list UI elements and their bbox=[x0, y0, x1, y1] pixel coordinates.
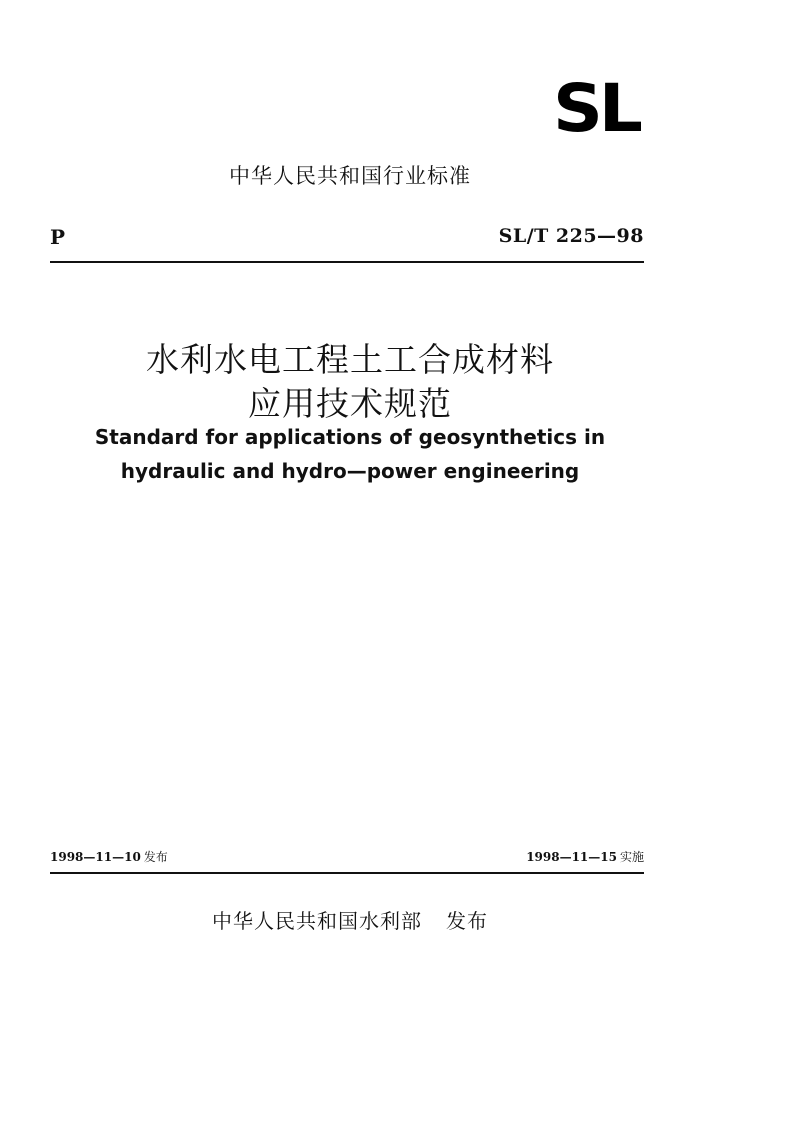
publish-label: 发布 bbox=[446, 909, 488, 933]
standard-category: 中华人民共和国行业标准 bbox=[229, 164, 471, 188]
implement-date-label: 实施 bbox=[619, 850, 644, 864]
top-divider bbox=[50, 261, 644, 263]
sl-logo: SL bbox=[553, 70, 639, 147]
title-cn-line1: 水利水电工程土工合成材料 bbox=[146, 340, 554, 379]
classification-letter: P bbox=[50, 225, 66, 249]
standard-number: SL/T 225—98 bbox=[498, 225, 644, 247]
implement-date bbox=[526, 848, 644, 865]
publisher-line bbox=[0, 905, 700, 934]
title-en-line1: Standard for applications of geosynthetics in bbox=[94, 425, 606, 449]
issue-date-value: 1998—11—10 bbox=[50, 850, 141, 864]
title-cn-line2: 应用技术规范 bbox=[248, 384, 452, 423]
implement-date-value: 1998—11—15 bbox=[526, 850, 617, 864]
title-en-line2: hydraulic and hydro—power engineering bbox=[120, 459, 580, 483]
publisher-name: 中华人民共和国水利部 bbox=[212, 909, 422, 933]
issue-date-label: 发布 bbox=[143, 850, 168, 864]
issue-date bbox=[50, 848, 168, 865]
bottom-divider bbox=[50, 872, 644, 874]
